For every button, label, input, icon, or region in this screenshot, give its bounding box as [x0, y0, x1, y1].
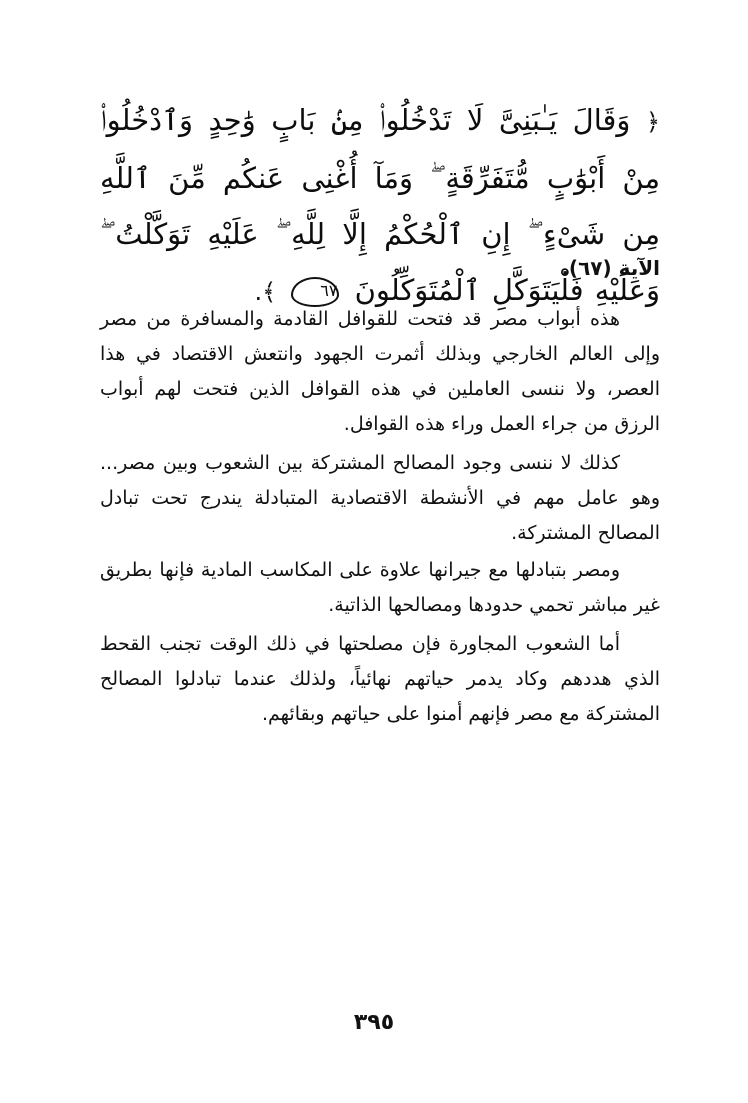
verse-text: وَقَالَ يَـٰبَنِىَّ لَا تَدْخُلُوا۟ مِنۢ بَابٍ وَٰحِدٍ وَٱدْخُلُوا۟ مِنْ أَبْوَٰبٍ مُّتَفَرِّقَةٍ ۖ وَمَآ أُغْنِى عَنكُم مِّنَ ٱللَّهِ مِن شَىْءٍ ۖ إِنِ ٱلْحُكْمُ إِلَّا لِلَّهِ ۖ عَلَيْهِ تَوَكَّلْتُ ۖ وَعَلَيْهِ فَلْيَتَوَكَّلِ ٱلْمُتَوَكِّلُونَ: [100, 103, 660, 307]
verse-reference: الآية (٦٧).: [561, 256, 660, 280]
page-number: ٣٩٥: [353, 1010, 395, 1035]
paragraph-2: كذلك لا ننسى وجود المصالح المشتركة بين الشعوب وبين مصر... وهو عامل مهم في الأنشطة الاقتصادية المتبادلة يندرج تحت تبادل المصالح المشتركة.: [100, 452, 660, 544]
paragraph-4: أما الشعوب المجاورة فإن مصلحتها في ذلك الوقت تجنب القحط الذي هددهم وكاد يدمر حياتهم نهائياً، ولذلك عندما تبادلوا المصالح المشتركة مع مصر فإنهم أمنوا على حياتهم وبقائهم.: [100, 633, 660, 725]
verse-close-bracket: ﴾.: [254, 278, 277, 306]
verse-number-marker: ٦٧: [291, 277, 339, 307]
verse-open-bracket: ﴿: [645, 108, 660, 136]
paragraph-1: هذه أبواب مصر قد فتحت للقوافل القادمة والمسافرة من مصر وإلى العالم الخارجي وبذلك أثمرت الجهود وانتعش الاقتصاد في هذا العصر، ولا ننسى العاملين في هذه القوافل الذين فتحت لهم أبواب الرزق من جراء العمل وراء هذه القوافل.: [100, 308, 660, 435]
quran-verse: [100, 92, 660, 320]
paragraph-3: ومصر بتبادلها مع جيرانها علاوة على المكاسب المادية فإنها بطريق غير مباشر تحمي حدودها ومصالحها الذاتية.: [100, 559, 660, 616]
